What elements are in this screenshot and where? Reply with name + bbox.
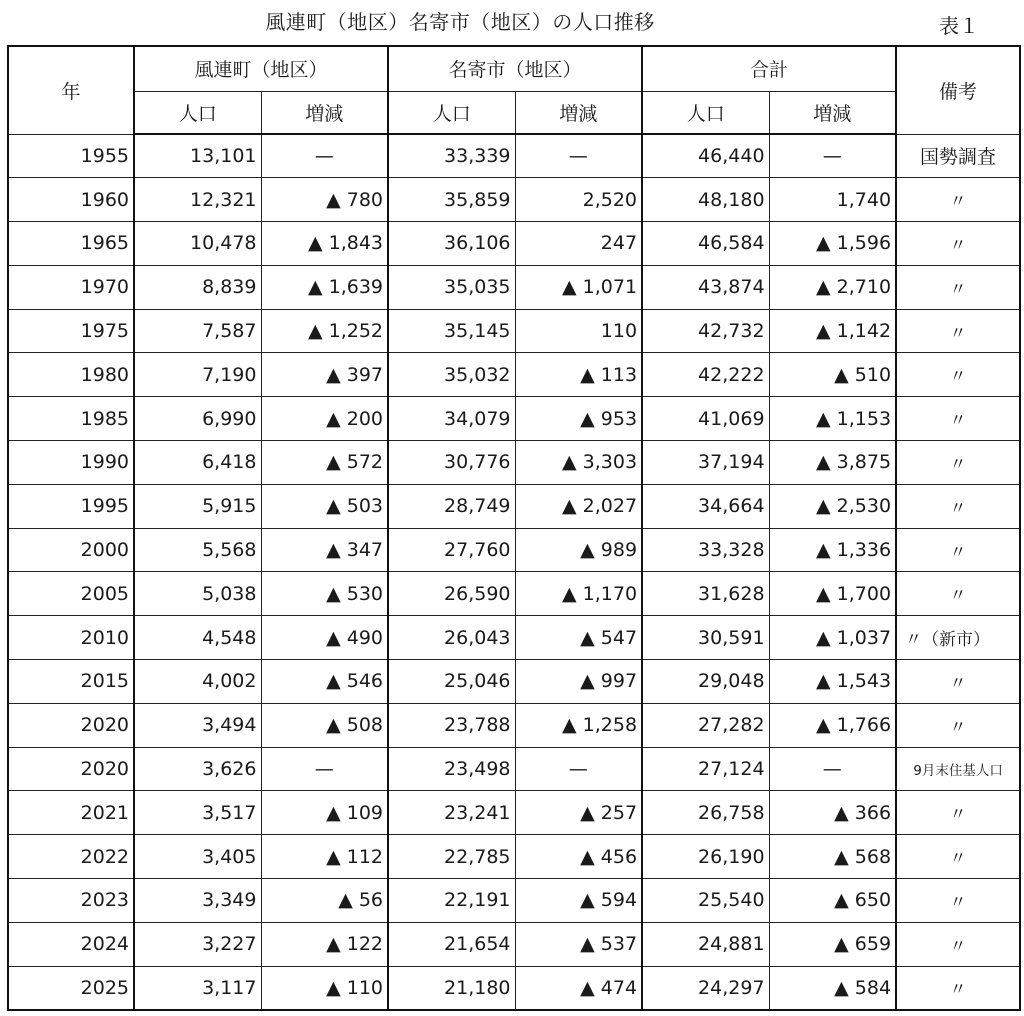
cell-fuuren-change: — <box>261 747 388 791</box>
cell-fuuren-pop: 7,587 <box>134 309 261 353</box>
header-year: 年 <box>8 46 134 134</box>
cell-fuuren-change: ▲ 112 <box>261 835 388 879</box>
cell-fuuren-pop: 13,101 <box>134 134 261 178</box>
header-fuuren-pop: 人口 <box>134 91 261 134</box>
cell-total-pop: 41,069 <box>642 397 769 441</box>
table-row <box>8 791 1020 835</box>
cell-fuuren-pop: 4,002 <box>134 660 261 704</box>
cell-total-pop: 46,440 <box>642 134 769 178</box>
cell-year: 1980 <box>8 353 134 397</box>
cell-fuuren-pop: 6,418 <box>134 441 261 485</box>
cell-fuuren-change: ▲ 1,639 <box>261 265 388 309</box>
cell-nayoro-pop: 35,859 <box>388 178 515 222</box>
table-row <box>8 922 1020 966</box>
cell-nayoro-pop: 25,046 <box>388 660 515 704</box>
cell-nayoro-pop: 26,043 <box>388 616 515 660</box>
table-row <box>8 835 1020 879</box>
cell-nayoro-pop: 30,776 <box>388 441 515 485</box>
cell-note: 〃 <box>896 922 1020 966</box>
cell-fuuren-change: ▲ 503 <box>261 484 388 528</box>
table-row <box>8 879 1020 923</box>
table-row <box>8 397 1020 441</box>
cell-year: 1970 <box>8 265 134 309</box>
cell-nayoro-pop: 35,035 <box>388 265 515 309</box>
header-row-group <box>8 46 1020 91</box>
cell-nayoro-pop: 26,590 <box>388 572 515 616</box>
cell-nayoro-change: ▲ 547 <box>515 616 642 660</box>
cell-total-pop: 30,591 <box>642 616 769 660</box>
cell-note: 〃 <box>896 835 1020 879</box>
cell-note: 〃 <box>896 528 1020 572</box>
table-row <box>8 966 1020 1010</box>
cell-fuuren-change: ▲ 1,252 <box>261 309 388 353</box>
cell-total-pop: 34,664 <box>642 484 769 528</box>
table-row <box>8 265 1020 309</box>
header-total: 合計 <box>642 46 896 91</box>
cell-nayoro-change: ▲ 953 <box>515 397 642 441</box>
table-row <box>8 660 1020 704</box>
cell-year: 2020 <box>8 703 134 747</box>
cell-fuuren-pop: 3,494 <box>134 703 261 747</box>
cell-total-change: ▲ 366 <box>769 791 896 835</box>
cell-year: 2020 <box>8 747 134 791</box>
cell-fuuren-pop: 5,038 <box>134 572 261 616</box>
cell-total-pop: 24,881 <box>642 922 769 966</box>
cell-nayoro-change: — <box>515 747 642 791</box>
cell-total-change: ▲ 1,142 <box>769 309 896 353</box>
cell-note: 〃 <box>896 484 1020 528</box>
cell-note: 〃 <box>896 791 1020 835</box>
cell-nayoro-pop: 23,788 <box>388 703 515 747</box>
table-row <box>8 616 1020 660</box>
cell-nayoro-change: ▲ 2,027 <box>515 484 642 528</box>
cell-fuuren-change: ▲ 397 <box>261 353 388 397</box>
cell-nayoro-change: 110 <box>515 309 642 353</box>
cell-total-pop: 27,124 <box>642 747 769 791</box>
cell-total-change: ▲ 510 <box>769 353 896 397</box>
cell-fuuren-change: ▲ 110 <box>261 966 388 1010</box>
cell-total-change: ▲ 1,700 <box>769 572 896 616</box>
cell-nayoro-change: ▲ 113 <box>515 353 642 397</box>
cell-note: 〃 <box>896 222 1020 266</box>
cell-total-change: ▲ 650 <box>769 879 896 923</box>
cell-fuuren-change: ▲ 572 <box>261 441 388 485</box>
cell-nayoro-pop: 35,145 <box>388 309 515 353</box>
cell-total-pop: 33,328 <box>642 528 769 572</box>
cell-total-change: ▲ 1,037 <box>769 616 896 660</box>
cell-nayoro-change: ▲ 1,170 <box>515 572 642 616</box>
cell-note: 〃（新市） <box>896 616 1020 660</box>
cell-nayoro-pop: 23,241 <box>388 791 515 835</box>
table-row <box>8 747 1020 791</box>
cell-nayoro-change: ▲ 474 <box>515 966 642 1010</box>
header-nayoro: 名寄市（地区） <box>388 46 642 91</box>
cell-nayoro-pop: 21,654 <box>388 922 515 966</box>
cell-fuuren-change: ▲ 1,843 <box>261 222 388 266</box>
cell-year: 2023 <box>8 879 134 923</box>
cell-total-change: ▲ 568 <box>769 835 896 879</box>
cell-note: 〃 <box>896 660 1020 704</box>
cell-nayoro-pop: 22,785 <box>388 835 515 879</box>
cell-year: 1975 <box>8 309 134 353</box>
cell-total-change: 1,740 <box>769 178 896 222</box>
cell-nayoro-change: ▲ 1,258 <box>515 703 642 747</box>
cell-note: 〃 <box>896 265 1020 309</box>
table-row <box>8 134 1020 178</box>
cell-note: 〃 <box>896 879 1020 923</box>
cell-total-change: ▲ 1,596 <box>769 222 896 266</box>
table-row <box>8 441 1020 485</box>
cell-nayoro-pop: 34,079 <box>388 397 515 441</box>
cell-total-pop: 42,732 <box>642 309 769 353</box>
header-nayoro-pop: 人口 <box>388 91 515 134</box>
cell-fuuren-change: ▲ 56 <box>261 879 388 923</box>
cell-year: 1990 <box>8 441 134 485</box>
table-row <box>8 222 1020 266</box>
cell-year: 1960 <box>8 178 134 222</box>
cell-year: 2025 <box>8 966 134 1010</box>
cell-total-pop: 26,190 <box>642 835 769 879</box>
cell-year: 2015 <box>8 660 134 704</box>
header-fuuren-change: 増減 <box>261 91 388 134</box>
cell-fuuren-pop: 3,626 <box>134 747 261 791</box>
cell-note: 〃 <box>896 309 1020 353</box>
table-caption: 風連町（地区）名寄市（地区）の人口推移 <box>265 10 655 34</box>
cell-total-change: ▲ 2,710 <box>769 265 896 309</box>
cell-total-change: ▲ 3,875 <box>769 441 896 485</box>
cell-fuuren-pop: 8,839 <box>134 265 261 309</box>
cell-nayoro-change: ▲ 456 <box>515 835 642 879</box>
cell-total-pop: 29,048 <box>642 660 769 704</box>
cell-fuuren-change: ▲ 122 <box>261 922 388 966</box>
cell-year: 1965 <box>8 222 134 266</box>
cell-fuuren-change: ▲ 546 <box>261 660 388 704</box>
cell-nayoro-pop: 35,032 <box>388 353 515 397</box>
cell-total-change: ▲ 1,153 <box>769 397 896 441</box>
cell-total-change: — <box>769 747 896 791</box>
cell-fuuren-pop: 4,548 <box>134 616 261 660</box>
cell-nayoro-change: 247 <box>515 222 642 266</box>
cell-fuuren-pop: 3,517 <box>134 791 261 835</box>
cell-total-pop: 25,540 <box>642 879 769 923</box>
cell-note: 〃 <box>896 353 1020 397</box>
cell-nayoro-change: ▲ 537 <box>515 922 642 966</box>
cell-nayoro-change: — <box>515 134 642 178</box>
header-nayoro-change: 増減 <box>515 91 642 134</box>
cell-fuuren-change: ▲ 508 <box>261 703 388 747</box>
table-row <box>8 703 1020 747</box>
cell-fuuren-pop: 3,227 <box>134 922 261 966</box>
cell-fuuren-change: ▲ 347 <box>261 528 388 572</box>
cell-fuuren-pop: 5,915 <box>134 484 261 528</box>
cell-year: 2021 <box>8 791 134 835</box>
cell-nayoro-change: ▲ 989 <box>515 528 642 572</box>
cell-note: 〃 <box>896 572 1020 616</box>
cell-nayoro-pop: 27,760 <box>388 528 515 572</box>
cell-total-pop: 46,584 <box>642 222 769 266</box>
cell-fuuren-change: ▲ 200 <box>261 397 388 441</box>
table-row <box>8 178 1020 222</box>
cell-fuuren-change: ▲ 530 <box>261 572 388 616</box>
cell-note: 〃 <box>896 178 1020 222</box>
cell-note: 〃 <box>896 397 1020 441</box>
cell-note: 9月末住基人口 <box>896 747 1020 791</box>
cell-fuuren-pop: 7,190 <box>134 353 261 397</box>
population-table <box>7 45 1021 1011</box>
cell-note: 〃 <box>896 966 1020 1010</box>
cell-nayoro-pop: 21,180 <box>388 966 515 1010</box>
cell-nayoro-change: ▲ 1,071 <box>515 265 642 309</box>
table-row <box>8 484 1020 528</box>
cell-year: 2022 <box>8 835 134 879</box>
cell-nayoro-change: ▲ 997 <box>515 660 642 704</box>
table-body <box>8 134 1020 1010</box>
header-total-pop: 人口 <box>642 91 769 134</box>
cell-nayoro-change: ▲ 594 <box>515 879 642 923</box>
cell-year: 1955 <box>8 134 134 178</box>
cell-year: 2024 <box>8 922 134 966</box>
cell-nayoro-pop: 28,749 <box>388 484 515 528</box>
header-fuuren: 風連町（地区） <box>134 46 388 91</box>
cell-total-pop: 31,628 <box>642 572 769 616</box>
cell-nayoro-pop: 36,106 <box>388 222 515 266</box>
cell-total-change: ▲ 1,543 <box>769 660 896 704</box>
cell-total-change: ▲ 584 <box>769 966 896 1010</box>
table-row <box>8 353 1020 397</box>
cell-year: 1995 <box>8 484 134 528</box>
cell-fuuren-pop: 3,405 <box>134 835 261 879</box>
cell-nayoro-pop: 22,191 <box>388 879 515 923</box>
cell-nayoro-change: 2,520 <box>515 178 642 222</box>
cell-fuuren-pop: 6,990 <box>134 397 261 441</box>
cell-note: 〃 <box>896 441 1020 485</box>
cell-nayoro-pop: 23,498 <box>388 747 515 791</box>
cell-total-change: ▲ 1,336 <box>769 528 896 572</box>
cell-total-pop: 24,297 <box>642 966 769 1010</box>
header-total-change: 増減 <box>769 91 896 134</box>
cell-total-change: ▲ 659 <box>769 922 896 966</box>
cell-note: 〃 <box>896 703 1020 747</box>
cell-year: 2010 <box>8 616 134 660</box>
table-row <box>8 309 1020 353</box>
cell-total-pop: 27,282 <box>642 703 769 747</box>
cell-nayoro-change: ▲ 3,303 <box>515 441 642 485</box>
header-row-sub <box>8 91 1020 134</box>
cell-fuuren-pop: 5,568 <box>134 528 261 572</box>
cell-total-change: ▲ 2,530 <box>769 484 896 528</box>
cell-fuuren-change: ▲ 109 <box>261 791 388 835</box>
cell-year: 1985 <box>8 397 134 441</box>
cell-total-pop: 26,758 <box>642 791 769 835</box>
cell-year: 2000 <box>8 528 134 572</box>
cell-fuuren-change: — <box>261 134 388 178</box>
table-number: 表１ <box>939 14 979 38</box>
cell-total-pop: 43,874 <box>642 265 769 309</box>
cell-fuuren-pop: 12,321 <box>134 178 261 222</box>
cell-nayoro-pop: 33,339 <box>388 134 515 178</box>
cell-fuuren-change: ▲ 490 <box>261 616 388 660</box>
cell-total-change: ▲ 1,766 <box>769 703 896 747</box>
cell-fuuren-pop: 3,349 <box>134 879 261 923</box>
cell-total-pop: 48,180 <box>642 178 769 222</box>
cell-nayoro-change: ▲ 257 <box>515 791 642 835</box>
cell-total-pop: 37,194 <box>642 441 769 485</box>
cell-fuuren-pop: 10,478 <box>134 222 261 266</box>
cell-total-change: — <box>769 134 896 178</box>
table-row <box>8 572 1020 616</box>
cell-total-pop: 42,222 <box>642 353 769 397</box>
cell-fuuren-pop: 3,117 <box>134 966 261 1010</box>
cell-fuuren-change: ▲ 780 <box>261 178 388 222</box>
header-note: 備考 <box>896 46 1020 134</box>
cell-note: 国勢調査 <box>896 134 1020 178</box>
table-row <box>8 528 1020 572</box>
cell-year: 2005 <box>8 572 134 616</box>
